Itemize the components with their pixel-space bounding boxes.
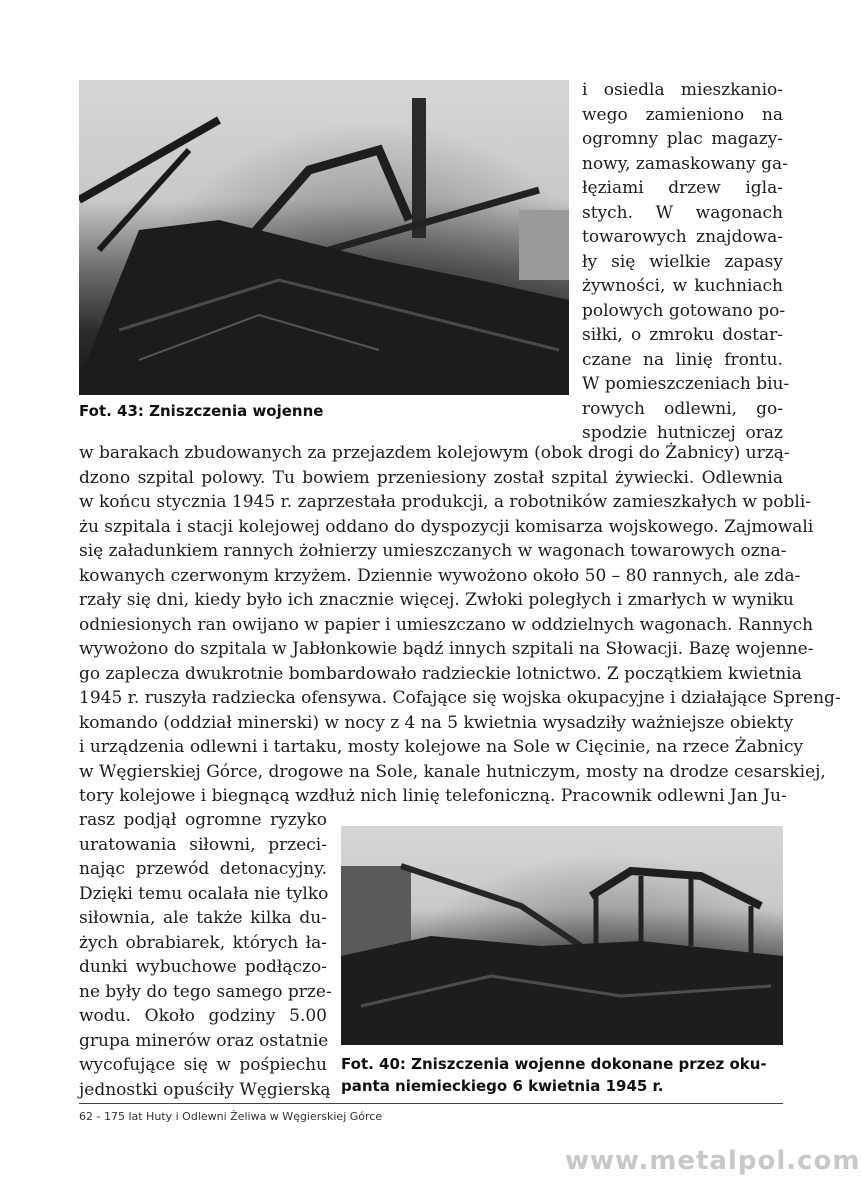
text-line: wywożono do szpitala w Jabłonkowie bądź innych szpitali na Słowacji. Bazę wojenne-	[79, 639, 814, 659]
text-line: siłki, o zmroku dostar-	[582, 325, 783, 345]
text-line: w końcu stycznia 1945 r. zaprzestała produkcji, a robotników zamieszkałych w pobli-	[79, 492, 811, 512]
text-line: tory kolejowe i biegnącą wzdłuż nich linię telefoniczną. Pracownik odlewni Jan Ju-	[79, 786, 787, 806]
text-line: wycofujące się w pośpiechu	[79, 1055, 327, 1075]
text-line: wego zamieniono na	[582, 104, 783, 125]
text-line: go zaplecza dwukrotnie bombardowało radzieckie lotnictwo. Z początkiem kwietnia	[79, 663, 802, 684]
text-line: się załadunkiem rannych żołnierzy umieszczanych w wagonach towarowych ozna-	[79, 541, 787, 561]
text-line: rasz podjął ogromne ryzyko	[79, 810, 327, 830]
text-line: dzono szpital polowy. Tu bowiem przeniesiony został szpital żywiecki. Odlewnia	[79, 467, 783, 488]
text-line: uratowania siłowni, przeci-	[79, 834, 327, 855]
text-line: nając przewód detonacyjny.	[79, 859, 327, 879]
text-line: i urządzenia odlewni i tartaku, mosty kolejowe na Sole w Cięcinie, na rzece Żabnicy	[79, 737, 804, 757]
text-line: ne były do tego samego prze-	[79, 981, 332, 1002]
watermark: www.metalpol.com	[565, 1146, 861, 1176]
text-line: komando (oddział minerski) w nocy z 4 na 5 kwietnia wysadziły ważniejsze obiekty	[79, 712, 794, 733]
photo-2-caption-line: Fot. 40: Zniszczenia wojenne dokonane przez oku-	[341, 1055, 767, 1073]
footer-rule	[79, 1103, 783, 1104]
text-line: żywności, w kuchniach	[582, 276, 783, 296]
photo-2-caption	[341, 1053, 783, 1097]
text-line: spodzie hutniczej oraz	[582, 423, 783, 443]
page-footer: 62 - 175 lat Huty i Odlewni Żeliwa w Węgierskiej Górce	[79, 1110, 383, 1123]
text-line: nowy, zamaskowany ga-	[582, 153, 788, 174]
photo-1-drawing	[79, 80, 569, 395]
text-line: rzały się dni, kiedy było ich znacznie więcej. Zwłoki poległych i zmarłych w wyniku	[79, 590, 794, 610]
text-line: stych. W wagonach	[582, 202, 783, 223]
text-line: ły się wielkie zapasy	[582, 251, 783, 272]
text-line: grupa minerów oraz ostatnie	[79, 1030, 329, 1051]
text-line: W pomieszczeniach biu-	[582, 374, 790, 394]
text-line: ogromny plac magazy-	[582, 129, 783, 149]
text-line: żu szpitala i stacji kolejowej oddano do dyspozycji komisarza wojskowego. Zajmowali	[79, 516, 814, 537]
text-line: kowanych czerwonym krzyżem. Dziennie wywożono około 50 – 80 rannych, ale zda-	[79, 565, 801, 586]
text-line: dunki wybuchowe podłączo-	[79, 957, 327, 977]
text-line: w barakach zbudowanych za przejazdem kolejowym (obok drogi do Żabnicy) urzą-	[79, 443, 790, 463]
text-line: wodu. Około godziny 5.00	[79, 1006, 327, 1026]
photo-war-damage-1	[79, 80, 569, 395]
text-line: towarowych znajdowa-	[582, 227, 783, 247]
text-column-full	[79, 441, 841, 811]
text-line: w Węgierskiej Górce, drogowe na Sole, kanale hutniczym, mosty na drodze cesarskiej,	[79, 761, 826, 782]
photo-1-caption: Fot. 43: Zniszczenia wojenne	[79, 402, 324, 420]
text-line: łęziami drzew igla-	[582, 178, 783, 198]
text-column-right	[582, 78, 790, 450]
text-line: polowych gotowano po-	[582, 300, 786, 321]
text-line: 1945 r. ruszyła radziecka ofensywa. Cofające się wojska okupacyjne i działające Spreng-	[79, 688, 841, 708]
text-line: jednostki opuściły Węgierską	[79, 1079, 331, 1100]
text-line: rowych odlewni, go-	[582, 398, 783, 419]
text-line: i osiedla mieszkanio-	[582, 80, 783, 100]
text-column-left	[79, 808, 332, 1100]
photo-2-drawing	[341, 826, 783, 1045]
text-line: odniesionych ran owijano w papier i umieszczano w oddzielnych wagonach. Rannych	[79, 614, 814, 635]
photo-war-damage-2	[341, 826, 783, 1045]
text-line: żych obrabiarek, których ła-	[79, 932, 327, 953]
photo-2-caption-line: panta niemieckiego 6 kwietnia 1945 r.	[341, 1077, 664, 1095]
text-line: Dzięki temu ocalała nie tylko	[79, 883, 329, 904]
text-line: siłownia, ale także kilka du-	[79, 908, 327, 928]
text-line: czane na linię frontu.	[582, 349, 783, 370]
